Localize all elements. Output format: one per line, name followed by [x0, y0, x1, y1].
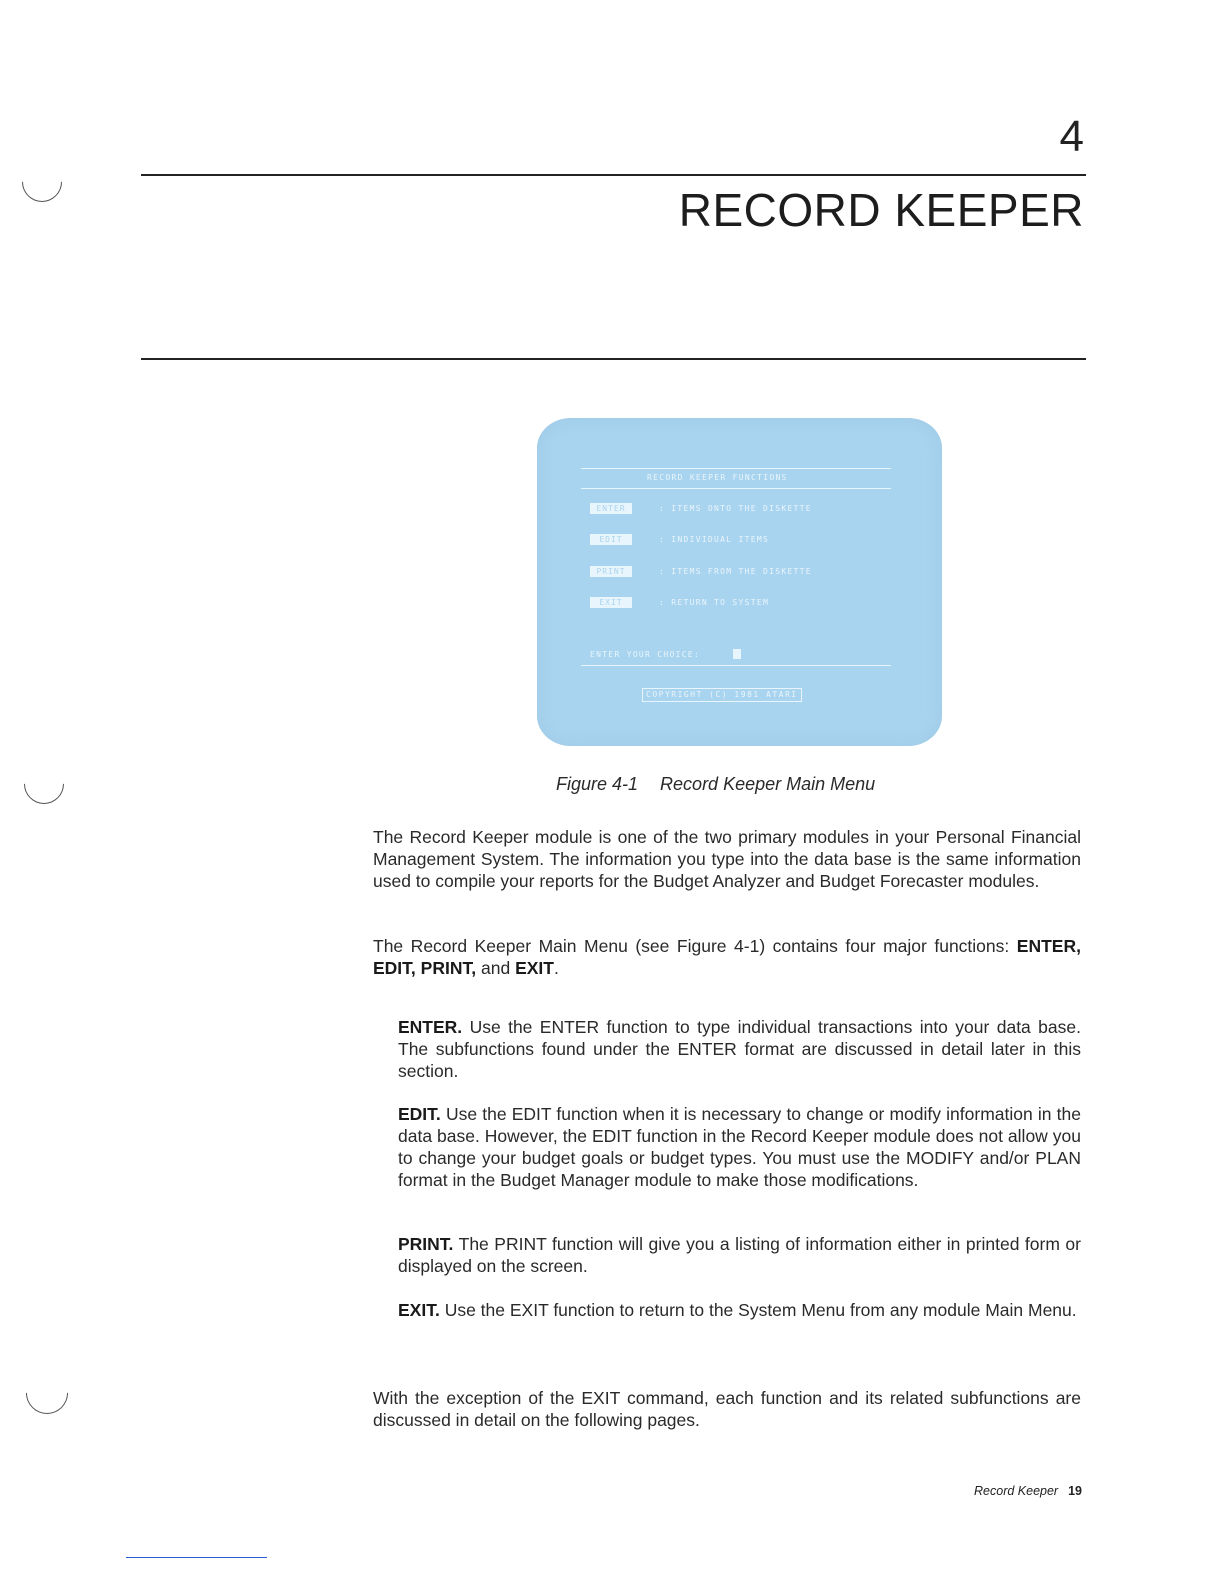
screen-cursor [733, 649, 741, 659]
functions-paragraph [373, 935, 1081, 979]
top-rule [141, 174, 1086, 176]
figure-title: Record Keeper Main Menu [660, 774, 876, 794]
screen-prompt: ENTER YOUR CHOICE: [590, 650, 701, 659]
chapter-number: 4 [1059, 112, 1084, 161]
figure-caption [556, 774, 875, 795]
header-bottom-rule [141, 358, 1086, 360]
footer-section: Record Keeper [974, 1484, 1059, 1498]
screen-rule [581, 488, 891, 489]
print-description [398, 1233, 1081, 1277]
binder-hole-mark [17, 1363, 76, 1422]
page-number: 19 [1068, 1484, 1082, 1498]
figure-label: Figure 4-1 [556, 774, 639, 794]
function-exit-name: EXIT [515, 958, 554, 978]
page-footer [974, 1484, 1082, 1498]
print-text: The PRINT function will give you a listing of information either in printed form or displayed on the screen. [398, 1234, 1081, 1276]
enter-term: ENTER. [398, 1017, 463, 1037]
edit-term: EDIT. [398, 1104, 441, 1124]
screen-rule [581, 468, 891, 469]
screen-desc-print: : ITEMS FROM THE DISKETTE [659, 567, 812, 576]
exit-description [398, 1299, 1081, 1321]
screen-header: RECORD KEEPER FUNCTIONS [647, 473, 788, 482]
binder-hole-mark [14, 154, 71, 211]
binder-hole-mark [16, 756, 73, 813]
screen-key-edit: EDIT [590, 534, 632, 545]
enter-description [398, 1016, 1081, 1082]
function-edit-name: EDIT, [373, 958, 416, 978]
edit-description [398, 1103, 1081, 1191]
functions-and: and [480, 958, 511, 978]
screen-rule [581, 665, 891, 666]
exit-text: Use the EXIT function to return to the System Menu from any module Main Menu. [444, 1300, 1077, 1320]
edit-text: Use the EDIT function when it is necessary to change or modify information in the data base. However, the EDIT function in the Record Keeper module does not allow you to change your budget goals or budget types. You must use the MODIFY and/or PLAN format in the Budget Manager module to make those modifications. [398, 1104, 1081, 1190]
figure-screen [537, 418, 942, 746]
screen-desc-enter: : ITEMS ONTO THE DISKETTE [659, 504, 812, 513]
functions-period: . [553, 958, 559, 978]
intro-paragraph: The Record Keeper module is one of the two primary modules in your Personal Financial Management System. The information you type into the data base is the same information used to compile your reports for the Budget Analyzer and Budget Forecaster modules. [373, 827, 1081, 891]
bottom-edge-line [126, 1557, 267, 1558]
enter-text: Use the ENTER function to type individual transactions into your data base. The subfunctions found under the ENTER format are discussed in detail later in this section. [398, 1017, 1081, 1081]
exit-term: EXIT. [398, 1300, 440, 1320]
chapter-title: RECORD KEEPER [678, 184, 1084, 236]
functions-lead: The Record Keeper Main Menu (see Figure 4-1) contains four major functions: [373, 936, 1010, 956]
screen-key-exit: EXIT [590, 597, 632, 608]
screen-key-print: PRINT [590, 566, 632, 577]
print-term: PRINT. [398, 1234, 454, 1254]
screen-copyright: COPYRIGHT (C) 1981 ATARI [642, 688, 802, 702]
screen-desc-edit: : INDIVIDUAL ITEMS [659, 535, 770, 544]
screen-desc-exit: : RETURN TO SYSTEM [659, 598, 770, 607]
closing-paragraph: With the exception of the EXIT command, each function and its related subfunctions are discussed in detail on the following pages. [373, 1388, 1081, 1430]
screen-key-enter: ENTER [590, 503, 632, 514]
function-enter-name: ENTER, [1016, 936, 1081, 956]
function-print-name: PRINT, [420, 958, 477, 978]
